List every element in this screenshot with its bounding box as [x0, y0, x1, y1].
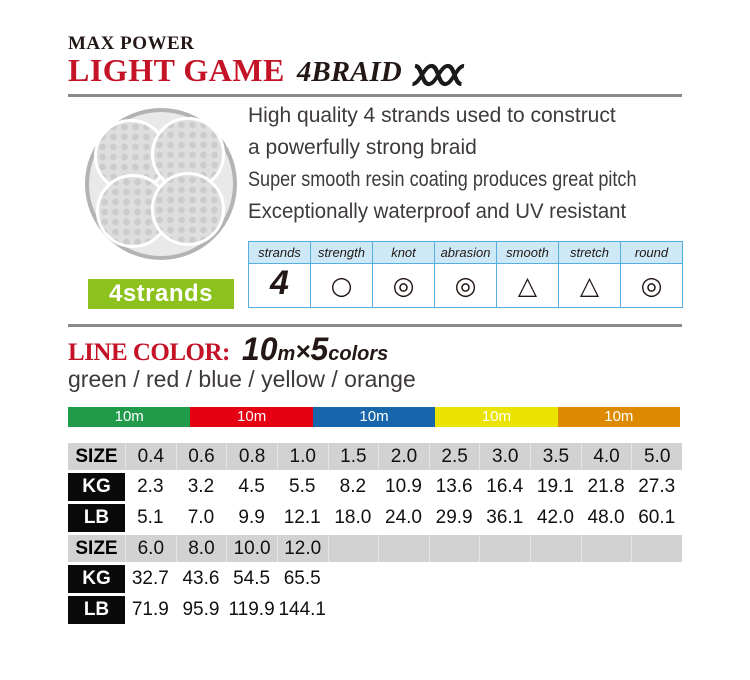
size-cell: 2.5 [429, 443, 480, 470]
row-label: SIZE [68, 443, 125, 470]
spec-table-head-row [248, 241, 683, 264]
size-table-row-lb [68, 596, 682, 624]
bar-segment: 10m [190, 407, 312, 427]
qty-count-unit: colors [328, 343, 389, 365]
brand-name: MAX POWER [68, 33, 195, 54]
size-cell: 2.3 [137, 476, 164, 497]
size-cell [429, 596, 480, 624]
size-cell: 12.1 [283, 507, 321, 528]
size-cell [479, 565, 530, 593]
size-cell [530, 596, 581, 624]
spec-col-abrasion: abrasion [435, 241, 497, 264]
size-cell: 21.8 [587, 476, 625, 497]
spec-value-stretch: △ [559, 264, 621, 308]
size-table-row-size [68, 535, 682, 562]
line-color-names: green / red / blue / yellow / orange [68, 366, 416, 392]
intro-copy [248, 100, 700, 228]
qty-meters-unit: m [277, 343, 296, 365]
spec-col-strength: strength [311, 241, 373, 264]
size-cell: 0.4 [125, 443, 176, 470]
spec-col-round: round [621, 241, 683, 264]
spec-value-strength: ○ [311, 264, 373, 308]
strands-badge: 4strands [88, 279, 234, 309]
size-cell: 29.9 [435, 507, 473, 528]
size-cell [631, 535, 682, 562]
size-cell [328, 596, 379, 624]
size-table-row-lb [68, 504, 682, 532]
size-cell: 43.6 [182, 568, 220, 589]
strand-circle [151, 172, 225, 246]
spec-col-strands: strands [249, 241, 311, 264]
spec-table-value-row [248, 264, 683, 308]
size-cell: 119.9 [228, 599, 275, 620]
size-cell [581, 596, 632, 624]
spec-table [248, 241, 683, 308]
size-cell [581, 535, 632, 562]
size-cell: 19.1 [536, 476, 574, 497]
size-cell [631, 565, 682, 593]
size-cell [631, 596, 682, 624]
size-cell: 3.2 [187, 476, 215, 497]
braid-cross-section-illustration [85, 108, 237, 260]
size-cell: 4.0 [581, 443, 632, 470]
qty-meters: 10 [241, 331, 278, 367]
bar-segment: 10m [558, 407, 680, 427]
size-cell: 16.4 [486, 476, 524, 497]
size-cell [479, 535, 530, 562]
bar-segment: 10m [435, 407, 557, 427]
size-cell: 4.5 [238, 476, 265, 497]
size-cell: 3.5 [530, 443, 581, 470]
spec-value-knot: ◎ [373, 264, 435, 308]
size-cell: 144.1 [278, 599, 326, 620]
header-divider [68, 94, 682, 97]
size-cell: 10.9 [385, 476, 422, 497]
row-label: LB [68, 504, 125, 532]
size-cell: 8.0 [176, 535, 227, 562]
size-table-row-size [68, 443, 682, 470]
size-cell: 1.5 [328, 443, 379, 470]
qty-multiply: × [295, 336, 311, 366]
spec-value-round: ◎ [621, 264, 683, 308]
row-label: SIZE [68, 535, 125, 562]
spec-value-smooth: △ [497, 264, 559, 308]
size-cell [429, 565, 480, 593]
row-label: KG [68, 565, 125, 593]
size-cell: 65.5 [283, 568, 321, 589]
dna-helix-icon [410, 63, 468, 87]
size-cell [328, 565, 379, 593]
product-title-main: LIGHT GAME [68, 52, 285, 88]
size-cell [378, 596, 429, 624]
size-cell: 54.5 [233, 568, 271, 589]
spec-col-smooth: smooth [497, 241, 559, 264]
product-title [68, 52, 468, 89]
intro-line: High quality 4 strands used to construct [248, 104, 616, 127]
size-cell: 71.9 [131, 599, 169, 620]
size-cell: 5.1 [137, 507, 164, 528]
size-cell [581, 565, 632, 593]
size-cell: 48.0 [587, 507, 625, 528]
intro-line: a powerfully strong braid [248, 136, 477, 159]
line-color-heading [68, 331, 388, 368]
size-cell: 0.8 [226, 443, 277, 470]
size-table [68, 443, 682, 627]
size-cell: 12.0 [277, 535, 328, 562]
size-cell: 10.0 [226, 535, 277, 562]
bar-segment: 10m [68, 407, 190, 427]
bar-segment: 10m [313, 407, 435, 427]
size-cell: 32.7 [131, 568, 169, 589]
size-cell [328, 535, 379, 562]
product-title-sub: 4BRAID [296, 56, 402, 88]
size-cell: 0.6 [176, 443, 227, 470]
spec-value-abrasion: ◎ [435, 264, 497, 308]
size-cell: 3.0 [479, 443, 530, 470]
section-divider [68, 324, 682, 327]
size-cell: 9.9 [238, 507, 265, 528]
size-cell: 7.0 [187, 507, 215, 528]
spec-col-stretch: stretch [559, 241, 621, 264]
size-cell: 42.0 [536, 507, 574, 528]
size-cell: 95.9 [182, 599, 220, 620]
size-cell: 36.1 [486, 507, 524, 528]
size-cell: 2.0 [378, 443, 429, 470]
size-cell: 27.3 [638, 476, 676, 497]
spec-col-knot: knot [373, 241, 435, 264]
line-color-bar [68, 407, 680, 427]
size-cell: 1.0 [277, 443, 328, 470]
size-cell [378, 565, 429, 593]
size-cell: 24.0 [385, 507, 422, 528]
row-label: LB [68, 596, 125, 624]
spec-value-strands: 4 [249, 264, 311, 308]
size-cell: 5.0 [631, 443, 682, 470]
size-cell [378, 535, 429, 562]
size-table-row-kg [68, 565, 682, 593]
intro-line: Super smooth resin coating produces great pitch [248, 168, 637, 191]
qty-count: 5 [310, 331, 329, 367]
size-cell: 5.5 [289, 476, 316, 497]
size-cell: 13.6 [435, 476, 473, 497]
size-table-row-kg [68, 473, 682, 501]
line-color-quantity [242, 331, 388, 368]
size-cell: 8.2 [339, 476, 367, 497]
size-cell: 18.0 [334, 507, 372, 528]
size-cell: 6.0 [125, 535, 176, 562]
size-cell [530, 535, 581, 562]
size-cell: 60.1 [638, 507, 676, 528]
line-color-label: LINE COLOR: [68, 339, 230, 366]
size-cell [479, 596, 530, 624]
size-cell [429, 535, 480, 562]
row-label: KG [68, 473, 125, 501]
size-cell [530, 565, 581, 593]
intro-line: Exceptionally waterproof and UV resistant [248, 200, 627, 223]
